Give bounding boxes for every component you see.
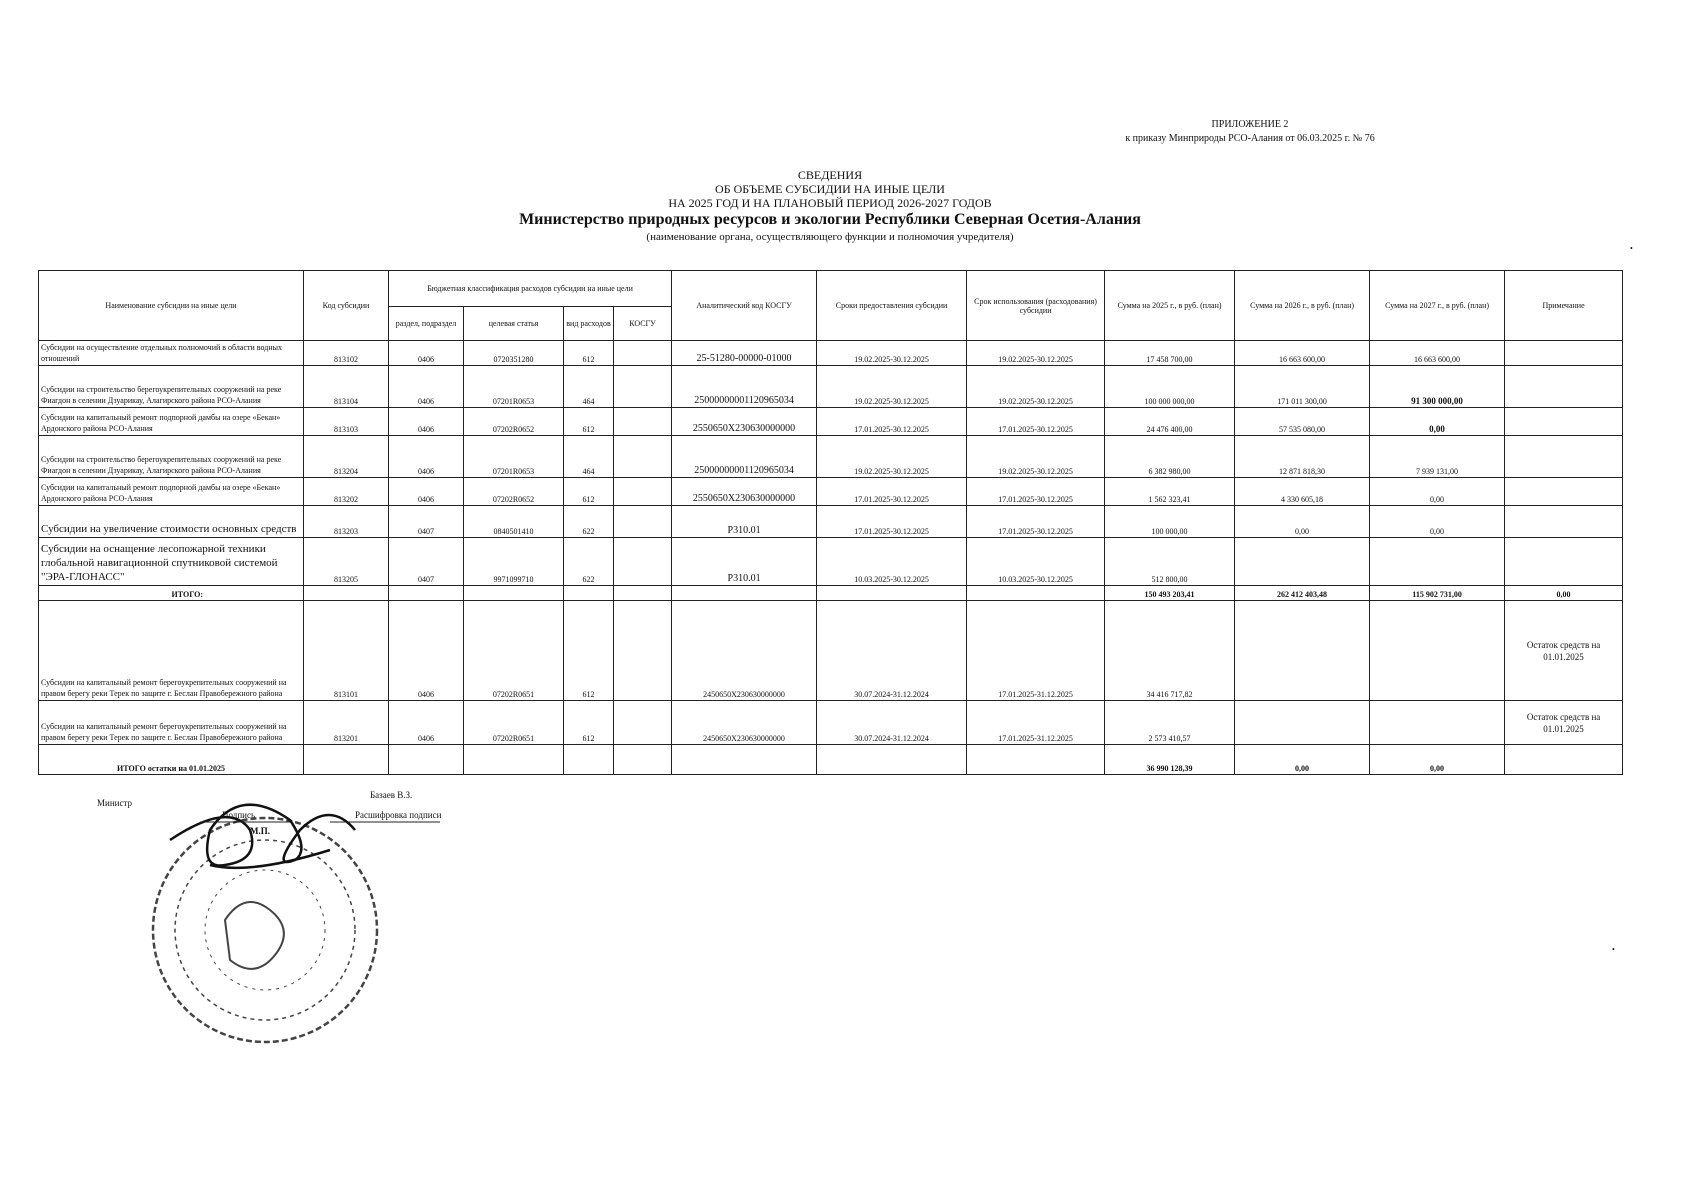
sum-2026: 57 535 080,00 <box>1235 408 1370 436</box>
appendix-note <box>1120 118 1380 146</box>
remainders-2026: 0,00 <box>1235 745 1370 775</box>
sum-2027: 16 663 600,00 <box>1370 341 1505 366</box>
empty-cell <box>672 586 817 601</box>
subsidy-code: 813205 <box>304 538 389 586</box>
table-row <box>39 478 1623 506</box>
table-row <box>39 408 1623 436</box>
analytic-code: Р310.01 <box>672 538 817 586</box>
grant-terms: 19.02.2025-30.12.2025 <box>817 436 967 478</box>
kosgu-code <box>614 538 672 586</box>
sum-2027 <box>1370 538 1505 586</box>
section-code: 0406 <box>389 341 464 366</box>
signature-block <box>0 790 700 1050</box>
section-code: 0406 <box>389 478 464 506</box>
article-code: 0720351280 <box>464 341 564 366</box>
usage-terms: 19.02.2025-30.12.2025 <box>967 436 1105 478</box>
empty-cell <box>614 745 672 775</box>
title-line-2: ОБ ОБЪЕМЕ СУБСИДИИ НА ИНЫЕ ЦЕЛИ <box>715 182 945 196</box>
empty-cell <box>464 745 564 775</box>
empty-cell <box>564 745 614 775</box>
row-note <box>1505 506 1623 538</box>
article-code: 07202R0652 <box>464 478 564 506</box>
subsidy-code: 813101 <box>304 601 389 701</box>
total-label: ИТОГО: <box>39 586 304 601</box>
ministry-name: Министерство природных ресурсов и экологии Республики Северная Осетия-Алания <box>519 211 1141 228</box>
total-note: 0,00 <box>1505 586 1623 601</box>
analytic-code: 25000000001120965034 <box>672 366 817 408</box>
signature-caption: Подпись <box>222 810 256 820</box>
subsidy-name: Субсидии на строительство берегоукрепительных сооружений на реке Фиагдон в селении Дзуарикау, Алагирского района РСО-Алания <box>39 436 304 478</box>
row-note: Остаток средств на 01.01.2025 <box>1505 701 1623 745</box>
grant-terms: 17.01.2025-30.12.2025 <box>817 478 967 506</box>
empty-cell <box>967 586 1105 601</box>
remainders-2027: 0,00 <box>1370 745 1505 775</box>
section-code: 0406 <box>389 701 464 745</box>
grant-terms: 19.02.2025-30.12.2025 <box>817 366 967 408</box>
header-sum2026: Сумма на 2026 г., в руб. (план) <box>1235 271 1370 341</box>
empty-cell <box>389 586 464 601</box>
header-analytic: Аналитический код КОСГУ <box>672 271 817 341</box>
empty-cell <box>967 745 1105 775</box>
section-code: 0406 <box>389 408 464 436</box>
section-code: 0406 <box>389 436 464 478</box>
header-sum2025: Сумма на 2025 г., в руб. (план) <box>1105 271 1235 341</box>
header-usage: Срок использования (расходования) субсидии <box>967 271 1105 341</box>
signature-stamp-graphic <box>0 790 700 1050</box>
subsidy-name: Субсидии на оснащение лесопожарной техники глобальной навигационной спутниковой системой "ЭРА-ГЛОНАСС" <box>39 538 304 586</box>
header-exptype: вид расходов <box>564 307 614 341</box>
empty-cell <box>564 586 614 601</box>
total-row <box>39 586 1623 601</box>
handwritten-signature <box>170 805 355 868</box>
sum-2027 <box>1370 601 1505 701</box>
analytic-code: 2550650Х230630000000 <box>672 478 817 506</box>
scan-mark: • <box>1630 244 1633 253</box>
header-note: Примечание <box>1505 271 1623 341</box>
subsidy-table <box>38 270 1623 775</box>
title-line-1: СВЕДЕНИЯ <box>797 168 863 182</box>
sum-2026 <box>1235 601 1370 701</box>
row-note <box>1505 341 1623 366</box>
expense-type: 464 <box>564 436 614 478</box>
section-code: 0406 <box>389 601 464 701</box>
subsidy-name: Субсидии на строительство берегоукрепительных сооружений на реке Фиагдон в селении Дзуарикау, Алагирского района РСО-Алания <box>39 366 304 408</box>
row-note <box>1505 478 1623 506</box>
document-title <box>380 168 1280 244</box>
table-row <box>39 341 1623 366</box>
empty-cell <box>389 745 464 775</box>
total-2026: 262 412 403,48 <box>1235 586 1370 601</box>
grant-terms: 30.07.2024-31.12.2024 <box>817 601 967 701</box>
sum-2027: 0,00 <box>1370 478 1505 506</box>
usage-terms: 17.01.2025-30.12.2025 <box>967 408 1105 436</box>
sum-2026: 4 330 605,18 <box>1235 478 1370 506</box>
subsidy-name: Субсидии на осуществление отдельных полномочий в области водных отношений <box>39 341 304 366</box>
subsidy-code: 813104 <box>304 366 389 408</box>
section-code: 0406 <box>389 366 464 408</box>
expense-type: 622 <box>564 506 614 538</box>
empty-cell <box>304 745 389 775</box>
expense-type: 612 <box>564 408 614 436</box>
header-section: раздел, подраздел <box>389 307 464 341</box>
ministry-caption: (наименование органа, осуществляющего функции и полномочия учредителя) <box>646 231 1014 243</box>
sum-2027 <box>1370 701 1505 745</box>
subsidy-code: 813201 <box>304 701 389 745</box>
expense-type: 464 <box>564 366 614 408</box>
sum-2027: 7 939 131,00 <box>1370 436 1505 478</box>
analytic-code: 2550650Х230630000000 <box>672 408 817 436</box>
empty-cell <box>464 586 564 601</box>
sum-2027: 91 300 000,00 <box>1370 366 1505 408</box>
grant-terms: 19.02.2025-30.12.2025 <box>817 341 967 366</box>
analytic-code: 25000000001120965034 <box>672 436 817 478</box>
row-note <box>1505 436 1623 478</box>
sum-2025: 34 416 717,82 <box>1105 601 1235 701</box>
usage-terms: 10.03.2025-30.12.2025 <box>967 538 1105 586</box>
row-note: Остаток средств на 01.01.2025 <box>1505 601 1623 701</box>
total-2025: 150 493 203,41 <box>1105 586 1235 601</box>
empty-cell <box>304 586 389 601</box>
subsidy-name: Субсидии на капитальный ремонт подпорной дамбы на озере «Бекан» Ардонского района РСО-Алания <box>39 478 304 506</box>
kosgu-code <box>614 436 672 478</box>
empty-cell <box>817 745 967 775</box>
article-code: 07201R0653 <box>464 436 564 478</box>
header-bk: Бюджетная классификация расходов субсидии на иные цели <box>389 271 672 307</box>
expense-type: 622 <box>564 538 614 586</box>
header-code: Код субсидии <box>304 271 389 341</box>
section-code: 0407 <box>389 506 464 538</box>
grant-terms: 17.01.2025-30.12.2025 <box>817 408 967 436</box>
article-code: 07202R0652 <box>464 408 564 436</box>
sum-2026: 0,00 <box>1235 506 1370 538</box>
expense-type: 612 <box>564 601 614 701</box>
subsidy-code: 813203 <box>304 506 389 538</box>
grant-terms: 17.01.2025-30.12.2025 <box>817 506 967 538</box>
sum-2025: 17 458 700,00 <box>1105 341 1235 366</box>
scan-mark: • <box>1612 945 1615 954</box>
subsidy-code: 813102 <box>304 341 389 366</box>
analytic-code: 2450650Х230630000000 <box>672 701 817 745</box>
sum-2027: 0,00 <box>1370 506 1505 538</box>
appendix-title: ПРИЛОЖЕНИЕ 2 <box>1211 119 1289 130</box>
empty-cell <box>1505 745 1623 775</box>
subsidy-code: 813204 <box>304 436 389 478</box>
official-stamp <box>153 818 377 1042</box>
usage-terms: 19.02.2025-30.12.2025 <box>967 341 1105 366</box>
subsidy-name: Субсидии на капитальный ремонт берегоукрепительных сооружений на правом берегу реки Терек по защите г. Беслан Правобережного района <box>39 601 304 701</box>
kosgu-code <box>614 341 672 366</box>
table-row <box>39 436 1623 478</box>
header-kosgu: КОСГУ <box>614 307 672 341</box>
article-code: 07202R0651 <box>464 701 564 745</box>
grant-terms: 10.03.2025-30.12.2025 <box>817 538 967 586</box>
kosgu-code <box>614 478 672 506</box>
sum-2026 <box>1235 538 1370 586</box>
expense-type: 612 <box>564 341 614 366</box>
subsidy-name: Субсидии на увеличение стоимости основных средств <box>39 506 304 538</box>
kosgu-code <box>614 366 672 408</box>
usage-terms: 17.01.2025-31.12.2025 <box>967 601 1105 701</box>
stamp-place-label: М.П. <box>250 826 270 836</box>
usage-terms: 17.01.2025-30.12.2025 <box>967 506 1105 538</box>
analytic-code: Р310.01 <box>672 506 817 538</box>
row-note <box>1505 538 1623 586</box>
header-sum2027: Сумма на 2027 г., в руб. (план) <box>1370 271 1505 341</box>
empty-cell <box>614 586 672 601</box>
article-code: 0840501410 <box>464 506 564 538</box>
empty-cell <box>672 745 817 775</box>
subsidy-code: 813202 <box>304 478 389 506</box>
row-note <box>1505 366 1623 408</box>
remainders-total-label: ИТОГО остатки на 01.01.2025 <box>39 745 304 775</box>
header-article: целевая статья <box>464 307 564 341</box>
table-row <box>39 701 1623 745</box>
sum-2025: 1 562 323,41 <box>1105 478 1235 506</box>
article-code: 9971099710 <box>464 538 564 586</box>
sum-2025: 6 382 980,00 <box>1105 436 1235 478</box>
expense-type: 612 <box>564 478 614 506</box>
appendix-order: к приказу Минприроды РСО-Алания от 06.03.2025 г. № 76 <box>1125 133 1375 144</box>
sum-2025: 24 476 400,00 <box>1105 408 1235 436</box>
remainders-2025: 36 990 128,39 <box>1105 745 1235 775</box>
table-row <box>39 601 1623 701</box>
sum-2025: 100 000 000,00 <box>1105 366 1235 408</box>
kosgu-code <box>614 601 672 701</box>
sum-2026: 12 871 818,30 <box>1235 436 1370 478</box>
analytic-code: 2450650Х230630000000 <box>672 601 817 701</box>
sum-2027: 0,00 <box>1370 408 1505 436</box>
table-row <box>39 506 1623 538</box>
row-note <box>1505 408 1623 436</box>
decode-caption: Расшифровка подписи <box>355 810 442 820</box>
subsidy-name: Субсидии на капитальный ремонт берегоукрепительных сооружений на правом берегу реки Терек по защите г. Беслан Правобережного района <box>39 701 304 745</box>
signer-name: Базаев В.З. <box>370 790 413 800</box>
signer-position: Министр <box>97 798 132 808</box>
kosgu-code <box>614 701 672 745</box>
table-row <box>39 538 1623 586</box>
kosgu-code <box>614 506 672 538</box>
section-code: 0407 <box>389 538 464 586</box>
empty-cell <box>817 586 967 601</box>
sum-2026: 171 011 300,00 <box>1235 366 1370 408</box>
title-line-3: НА 2025 ГОД И НА ПЛАНОВЫЙ ПЕРИОД 2026-2027 ГОДОВ <box>668 196 992 210</box>
header-terms: Сроки предоставления субсидии <box>817 271 967 341</box>
sum-2026 <box>1235 701 1370 745</box>
article-code: 07201R0653 <box>464 366 564 408</box>
usage-terms: 17.01.2025-31.12.2025 <box>967 701 1105 745</box>
remainders-total-row <box>39 745 1623 775</box>
expense-type: 612 <box>564 701 614 745</box>
subsidy-name: Субсидии на капитальный ремонт подпорной дамбы на озере «Бекан» Ардонского района РСО-Алания <box>39 408 304 436</box>
usage-terms: 17.01.2025-30.12.2025 <box>967 478 1105 506</box>
table-row <box>39 366 1623 408</box>
usage-terms: 19.02.2025-30.12.2025 <box>967 366 1105 408</box>
sum-2025: 512 800,00 <box>1105 538 1235 586</box>
kosgu-code <box>614 408 672 436</box>
total-2027: 115 902 731,00 <box>1370 586 1505 601</box>
subsidy-code: 813103 <box>304 408 389 436</box>
header-name: Наименование субсидии на иные цели <box>39 271 304 341</box>
analytic-code: 25-51280-00000-01000 <box>672 341 817 366</box>
sum-2025: 100 000,00 <box>1105 506 1235 538</box>
article-code: 07202R0651 <box>464 601 564 701</box>
sum-2026: 16 663 600,00 <box>1235 341 1370 366</box>
grant-terms: 30.07.2024-31.12.2024 <box>817 701 967 745</box>
sum-2025: 2 573 410,57 <box>1105 701 1235 745</box>
